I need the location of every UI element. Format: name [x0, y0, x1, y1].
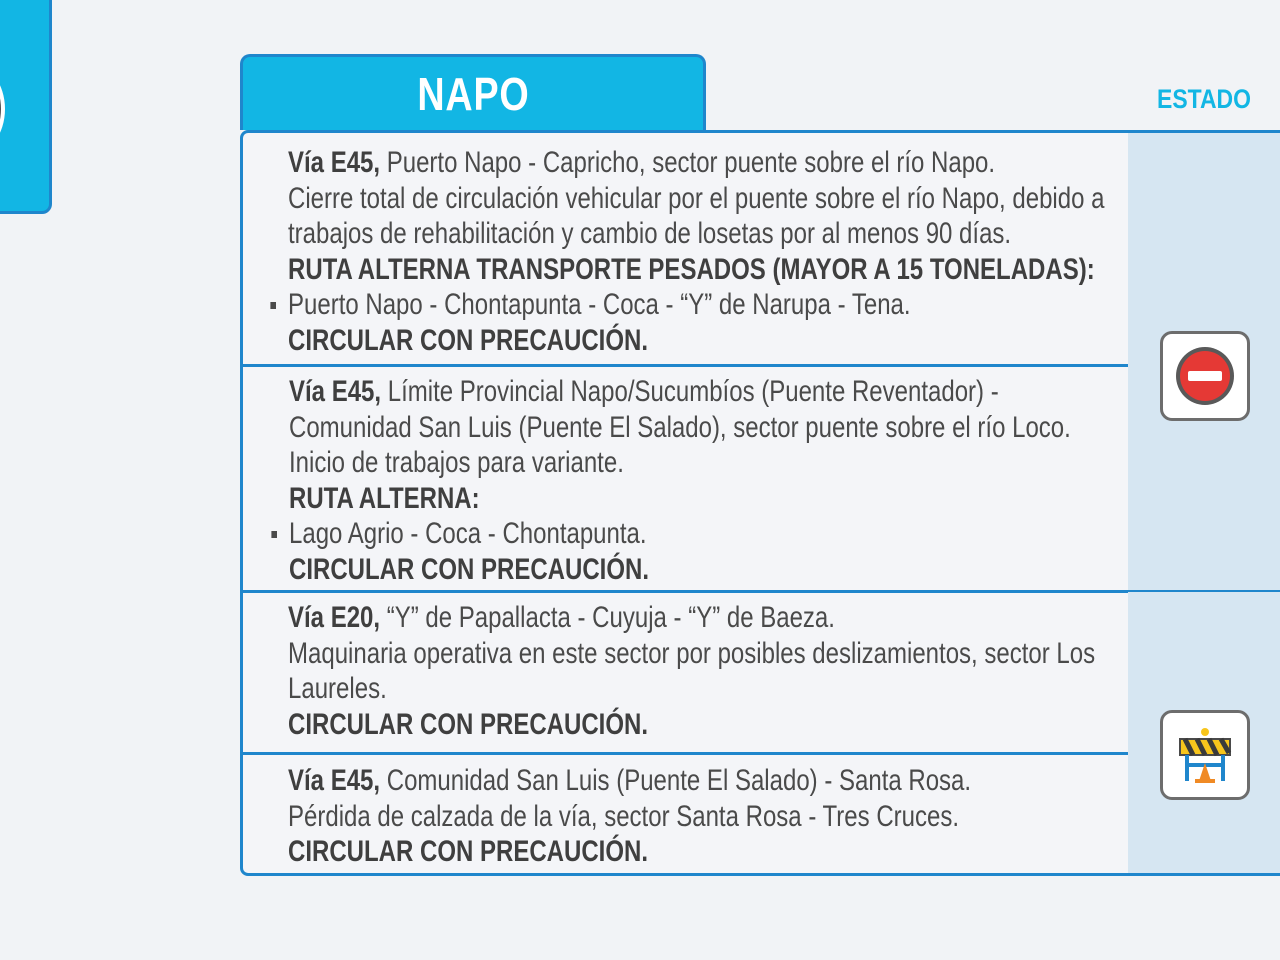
- route-description: Laureles.: [288, 672, 387, 705]
- status-column-header: ESTADO: [1157, 84, 1251, 114]
- route-entry: [288, 600, 1128, 742]
- route-segment: “Y” de Papallacta - Cuyuja - “Y” de Baeza.: [380, 601, 835, 634]
- route-entry: [288, 145, 1128, 358]
- region-title: NAPO: [416, 67, 530, 120]
- route-segment: Límite Provincial Napo/Sucumbíos (Puente Reventador) -: [381, 375, 999, 408]
- route-code: Vía E45,: [288, 146, 381, 179]
- caution-notice: CIRCULAR CON PRECAUCIÓN.: [289, 552, 649, 586]
- road-closed-icon: [1160, 331, 1250, 421]
- route-code: Vía E45,: [288, 764, 381, 797]
- road-works-barrier-icon: [1160, 710, 1250, 800]
- alternate-route-heading: RUTA ALTERNA TRANSPORTE PESADOS (MAYOR A 15 TONELADAS):: [288, 252, 1095, 286]
- caution-notice: CIRCULAR CON PRECAUCIÓN.: [288, 707, 648, 741]
- route-description: Inicio de trabajos para variante.: [289, 446, 624, 479]
- route-segment-continued: Comunidad San Luis (Puente El Salado), sector puente sobre el río Loco.: [289, 410, 1071, 444]
- side-panel-circle-icon[interactable]: [0, 63, 5, 155]
- route-entry: [289, 374, 1129, 587]
- alternate-route-item: Lago Agrio - Coca - Chontapunta.: [289, 516, 961, 552]
- route-description: Maquinaria operativa en este sector por posibles deslizamientos, sector Los: [288, 636, 1096, 670]
- route-entry: [288, 763, 1128, 870]
- row-divider: [243, 590, 1128, 593]
- region-tab: [240, 54, 706, 130]
- route-code: Vía E45,: [289, 375, 382, 408]
- route-status-table: [240, 130, 1280, 876]
- route-segment: Comunidad San Luis (Puente El Salado) - Santa Rosa.: [380, 764, 972, 797]
- status-divider: [1128, 590, 1280, 592]
- route-description: Pérdida de calzada de la vía, sector Santa Rosa - Tres Cruces.: [288, 799, 960, 833]
- route-description: Cierre total de circulación vehicular por el puente sobre el río Napo, debido a: [288, 181, 1105, 215]
- caution-notice: CIRCULAR CON PRECAUCIÓN.: [288, 323, 648, 357]
- route-segment: Puerto Napo - Capricho, sector puente sobre el río Napo.: [380, 146, 996, 179]
- side-panel-card[interactable]: [0, 0, 52, 214]
- route-code: Vía E20,: [288, 601, 381, 634]
- row-divider: [243, 752, 1128, 755]
- row-divider: [243, 364, 1128, 367]
- caution-notice: CIRCULAR CON PRECAUCIÓN.: [288, 835, 648, 868]
- alternate-route-item: Puerto Napo - Chontapunta - Coca - “Y” de Narupa - Tena.: [288, 287, 960, 323]
- alternate-route-heading: RUTA ALTERNA:: [289, 481, 480, 515]
- route-description: trabajos de rehabilitación y cambio de losetas por al menos 90 días.: [288, 217, 1012, 250]
